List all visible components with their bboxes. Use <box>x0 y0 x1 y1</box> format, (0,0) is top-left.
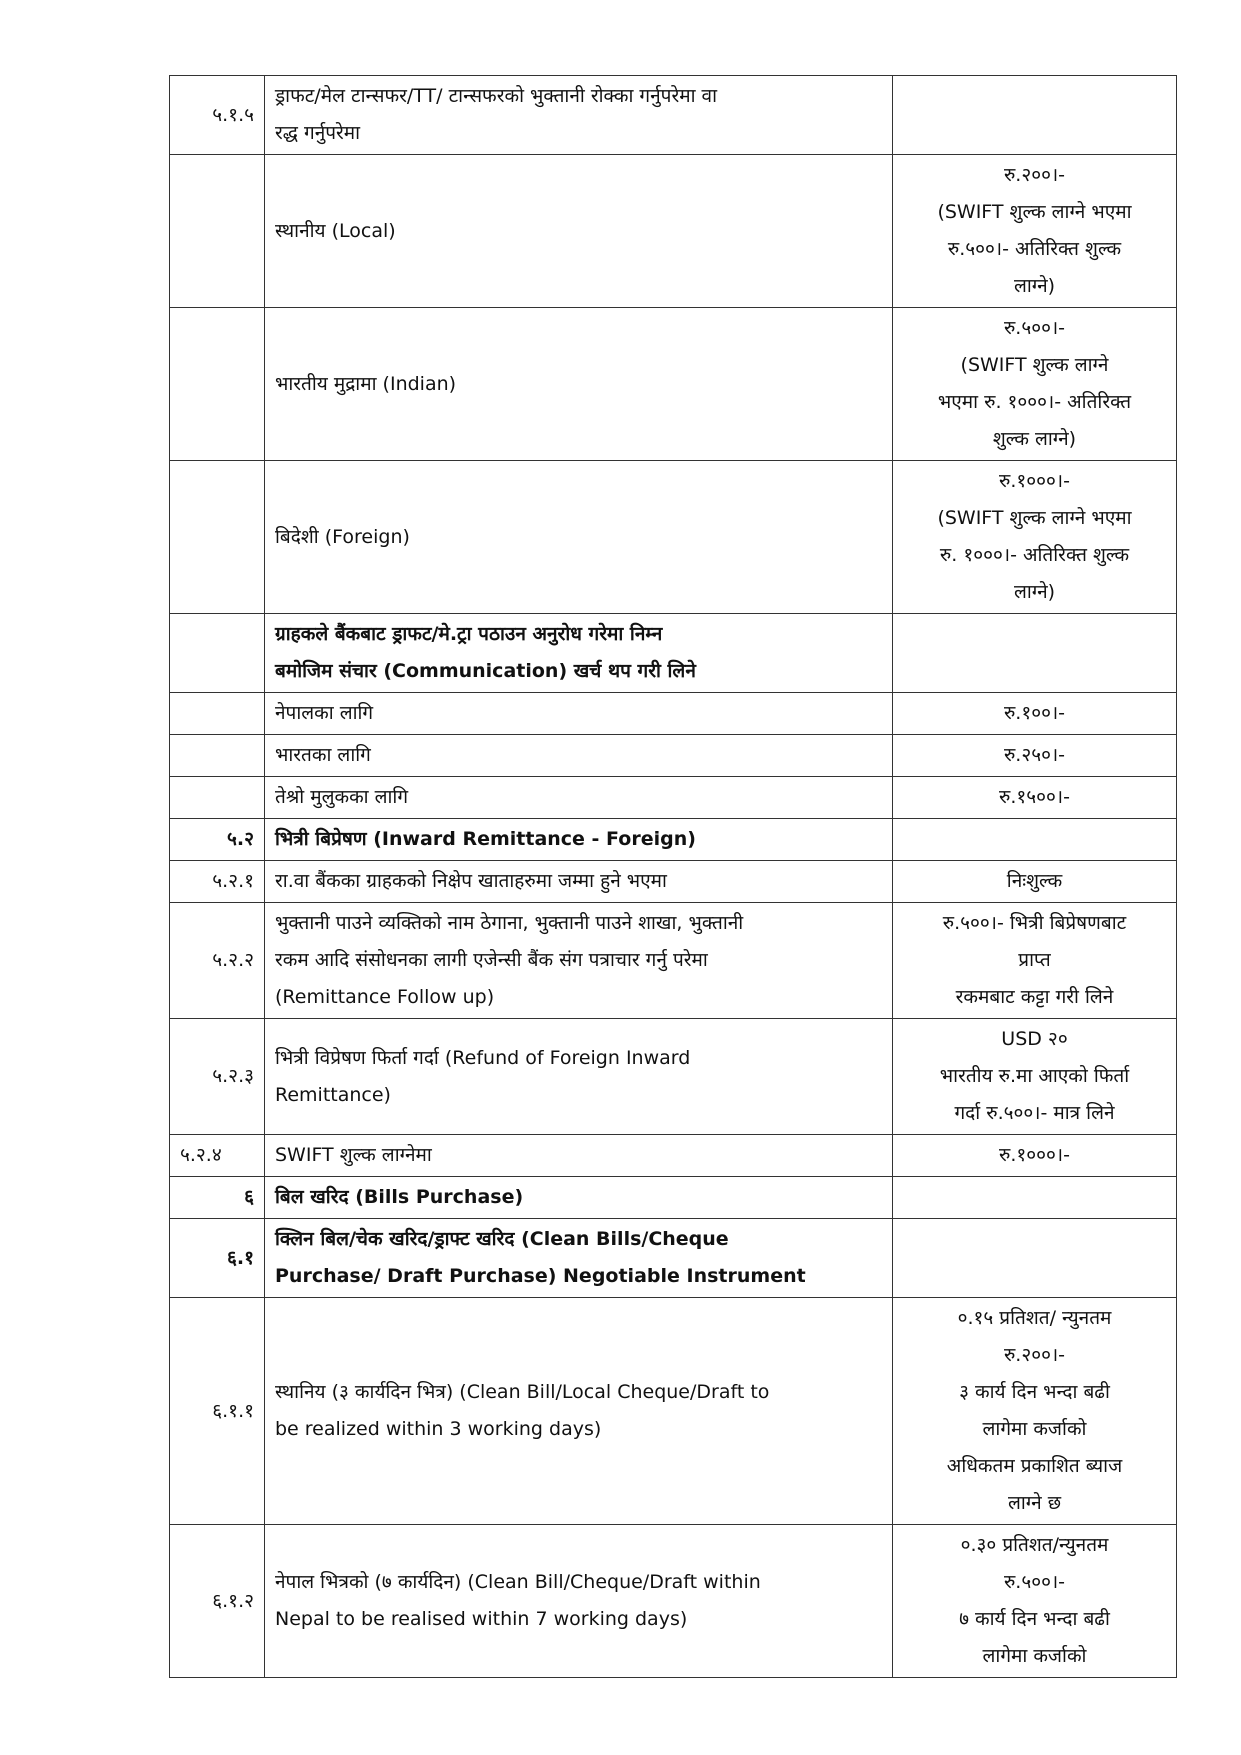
description-line: रा.वा बैंकका ग्राहकको निक्षेप खाताहरुमा जम्मा हुने भएमा <box>275 870 667 892</box>
table-row <box>170 1019 1177 1135</box>
table-row <box>170 861 1177 903</box>
amount-line: लाग्ने छ <box>1007 1492 1062 1514</box>
amount-line: रु.२००।- <box>1003 1344 1066 1366</box>
service-description <box>265 693 893 735</box>
description-line: तेश्रो मुलुकका लागि <box>275 786 409 808</box>
amount-line: भएमा रु. १०००।- अतिरिक्त <box>937 391 1132 413</box>
amount-line: लागेमा कर्जाको <box>982 1645 1087 1667</box>
amount-line: रकमबाट कट्टा गरी लिने <box>955 986 1114 1008</box>
section-code: ६.१ <box>170 1219 265 1298</box>
section-code: ६.१.२ <box>170 1525 265 1678</box>
fee-amount <box>893 861 1177 903</box>
service-description <box>265 155 893 308</box>
table-row <box>170 1525 1177 1678</box>
section-code: ५.२ <box>170 819 265 861</box>
amount-line: ७ कार्य दिन भन्दा बढी <box>959 1608 1110 1630</box>
service-description <box>265 735 893 777</box>
description-line: स्थानिय (३ कार्यदिन भित्र) (Clean Bill/Local Cheque/Draft to <box>275 1381 770 1403</box>
description-line: बमोजिम संचार (Communication) खर्च थप गरी लिने <box>275 660 696 682</box>
fee-amount <box>893 461 1177 614</box>
section-code <box>170 461 265 614</box>
section-code <box>170 614 265 693</box>
fee-amount <box>893 1219 1177 1298</box>
section-code: ५.२.२ <box>170 903 265 1019</box>
amount-line: भारतीय रु.मा आएको फिर्ता <box>939 1065 1130 1087</box>
amount-line: गर्दा रु.५००।- मात्र लिने <box>954 1102 1115 1124</box>
service-description <box>265 903 893 1019</box>
fee-amount <box>893 1177 1177 1219</box>
amount-line: ०.१५ प्रतिशत/ न्युनतम <box>957 1307 1112 1329</box>
fee-amount <box>893 1019 1177 1135</box>
amount-line: ३ कार्य दिन भन्दा बढी <box>959 1381 1110 1403</box>
section-code <box>170 155 265 308</box>
fee-amount <box>893 777 1177 819</box>
amount-line: रु.१०००।- <box>999 470 1070 492</box>
amount-line: रु.५००।- <box>1003 1571 1066 1593</box>
amount-line: (SWIFT शुल्क लाग्ने भएमा <box>937 507 1132 529</box>
amount-line: रु.५००।- अतिरिक्त शुल्क <box>947 238 1122 260</box>
fee-amount <box>893 1135 1177 1177</box>
section-code: ५.२.३ <box>170 1019 265 1135</box>
fee-amount <box>893 903 1177 1019</box>
section-code <box>170 308 265 461</box>
table-row <box>170 819 1177 861</box>
amount-line: प्राप्त <box>1018 949 1051 971</box>
amount-line: अधिकतम प्रकाशित ब्याज <box>946 1455 1123 1477</box>
table-row <box>170 155 1177 308</box>
service-description <box>265 1219 893 1298</box>
description-line: ग्राहकले बैंकबाट ड्राफट/मे.ट्रा पठाउन अनुरोध गरेमा निम्न <box>275 623 663 645</box>
table-row <box>170 1298 1177 1525</box>
service-description <box>265 777 893 819</box>
section-code: ५.२.४ <box>170 1135 265 1177</box>
amount-line: रु.१०००।- <box>999 1144 1070 1166</box>
fee-amount <box>893 1298 1177 1525</box>
amount-line: रु.१५००।- <box>999 786 1070 808</box>
amount-line: USD २० <box>1001 1028 1068 1050</box>
description-line: भुक्तानी पाउने व्यक्तिको नाम ठेगाना, भुक्तानी पाउने शाखा, भुक्तानी <box>275 912 744 934</box>
amount-line: (SWIFT शुल्क लाग्ने भएमा <box>937 201 1132 223</box>
description-line: भारतका लागि <box>275 744 371 766</box>
description-line: भित्री विप्रेषण फिर्ता गर्दा (Refund of Foreign Inward <box>275 1046 691 1069</box>
description-line: भारतीय मुद्रामा (Indian) <box>275 372 457 395</box>
service-description <box>265 1135 893 1177</box>
description-line: नेपालका लागि <box>275 702 374 724</box>
amount-line: रु.५००।- भित्री बिप्रेषणबाट <box>942 912 1127 934</box>
service-description <box>265 819 893 861</box>
service-description <box>265 76 893 155</box>
fee-amount <box>893 819 1177 861</box>
service-description <box>265 308 893 461</box>
section-code: ५.१.५ <box>170 76 265 155</box>
section-code: ५.२.१ <box>170 861 265 903</box>
table-row <box>170 1219 1177 1298</box>
service-description <box>265 1177 893 1219</box>
fee-amount <box>893 308 1177 461</box>
service-description <box>265 1019 893 1135</box>
fee-amount <box>893 735 1177 777</box>
description-line: स्थानीय (Local) <box>275 219 396 242</box>
amount-line: रु.१००।- <box>1003 702 1066 724</box>
description-line: (Remittance Follow up) <box>275 986 495 1008</box>
amount-line: ०.३० प्रतिशत/न्युनतम <box>960 1534 1109 1556</box>
amount-line: निःशुल्क <box>1006 870 1063 892</box>
description-line: नेपाल भित्रको (७ कार्यदिन) (Clean Bill/Cheque/Draft within <box>275 1571 761 1593</box>
fee-table-body <box>170 76 1177 1678</box>
description-line: Remittance) <box>275 1083 391 1106</box>
fee-amount <box>893 614 1177 693</box>
section-code <box>170 777 265 819</box>
fee-amount <box>893 76 1177 155</box>
description-line: Purchase/ Draft Purchase) Negotiable Instrument <box>275 1265 806 1287</box>
amount-line: रु.२००।- <box>1003 164 1066 186</box>
amount-line: शुल्क लाग्ने) <box>992 428 1077 450</box>
description-line: बिदेशी (Foreign) <box>275 525 410 548</box>
section-code <box>170 693 265 735</box>
table-row <box>170 308 1177 461</box>
section-code <box>170 735 265 777</box>
section-code: ६ <box>170 1177 265 1219</box>
table-row <box>170 614 1177 693</box>
table-row <box>170 735 1177 777</box>
description-line: Nepal to be realised within 7 working days) <box>275 1608 688 1630</box>
fee-amount <box>893 1525 1177 1678</box>
service-description <box>265 461 893 614</box>
fee-amount <box>893 693 1177 735</box>
fee-schedule-table <box>169 75 1177 1678</box>
service-description <box>265 614 893 693</box>
table-row <box>170 76 1177 155</box>
table-row <box>170 1135 1177 1177</box>
description-line: बिल खरिद (Bills Purchase) <box>275 1186 524 1208</box>
description-line: भित्री बिप्रेषण (Inward Remittance - Foreign) <box>275 828 696 850</box>
amount-line: लाग्ने) <box>1013 581 1056 603</box>
description-line: ड्राफट/मेल टान्सफर/TT/ टान्सफरको भुक्तानी रोक्का गर्नुपरेमा वा <box>275 85 718 107</box>
amount-line: रु.५००।- <box>1003 317 1066 339</box>
section-code: ६.१.१ <box>170 1298 265 1525</box>
service-description <box>265 1525 893 1678</box>
table-row <box>170 903 1177 1019</box>
service-description <box>265 861 893 903</box>
amount-line: रु.२५०।- <box>1003 744 1066 766</box>
table-row <box>170 693 1177 735</box>
table-row <box>170 1177 1177 1219</box>
description-line: SWIFT शुल्क लाग्नेमा <box>275 1144 432 1166</box>
description-line: be realized within 3 working days) <box>275 1418 602 1440</box>
amount-line: लागेमा कर्जाको <box>982 1418 1087 1440</box>
description-line: क्लिन बिल/चेक खरिद/ड्राफ्ट खरिद (Clean Bills/Cheque <box>275 1228 729 1250</box>
amount-line: रु. १०००।- अतिरिक्त शुल्क <box>939 544 1130 566</box>
table-row <box>170 777 1177 819</box>
table-row <box>170 461 1177 614</box>
amount-line: लाग्ने) <box>1013 275 1056 297</box>
amount-line: (SWIFT शुल्क लाग्ने <box>960 354 1109 376</box>
description-line: रकम आदि संसोधनका लागी एजेन्सी बैंक संग पत्राचार गर्नु परेमा <box>275 949 708 971</box>
description-line: रद्ध गर्नुपरेमा <box>275 122 361 144</box>
service-description <box>265 1298 893 1525</box>
fee-amount <box>893 155 1177 308</box>
